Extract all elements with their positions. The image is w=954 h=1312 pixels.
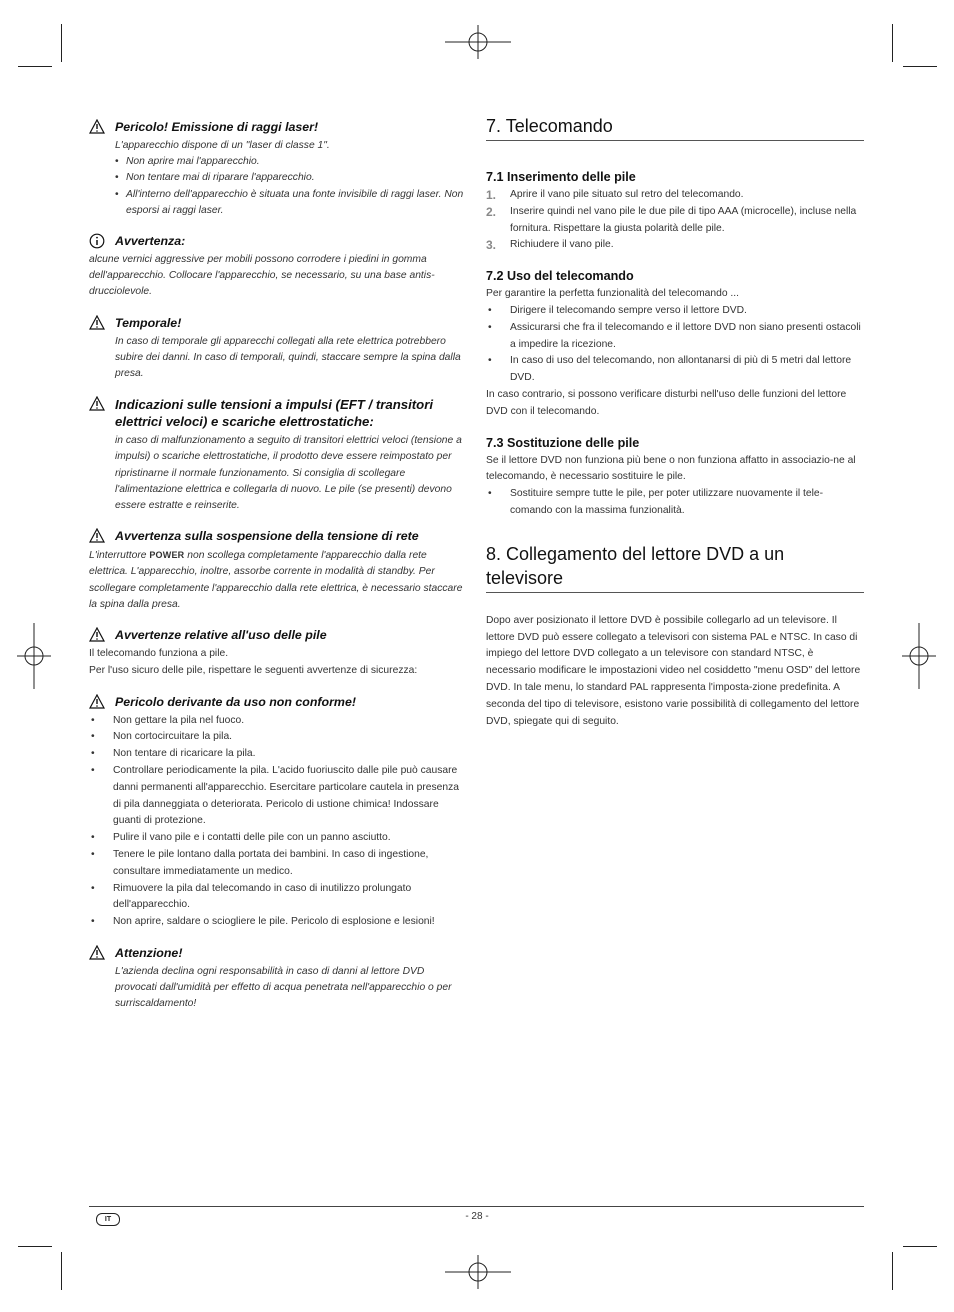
step-number: 3. (486, 238, 497, 253)
temporale-section (89, 315, 464, 383)
right-column (486, 114, 864, 730)
list-item: • Non aprire mai l'apparecchio. (115, 154, 464, 170)
laser-warning-section (89, 119, 464, 219)
list-item: • Non cortocircuitare la pila. (89, 729, 464, 746)
eft-text: in caso di malfunzionamento a seguito di transitori elettrici veloci (tensione a impulsi) o scariche elettrostatiche, il prodotto deve essere reimpostato per ripristinarne il normale funzionamento. Si consiglia di scollegare l'alimentazione elettrica e collegarla di nuovo. Le pile (se presenti) devono essere estratte e reinserite. (115, 435, 462, 512)
registration-mark-top (445, 25, 511, 59)
list-item: • Non aprire, saldare o sciogliere le pile. Pericolo di esplosione e lesioni! (89, 914, 464, 931)
warning-triangle-icon (89, 119, 115, 135)
registration-mark-bottom (445, 1255, 511, 1289)
section-7-3 (486, 435, 864, 520)
attenzione-text: L'azienda declina ogni responsabilità in caso di danni al lettore DVD provocati dall'umidità per effetto di acqua penetrata nell'apparecchio o per surriscaldamento! (115, 966, 452, 1010)
uso-non-conforme-title: Pericolo derivante da uso non conforme! (115, 694, 356, 709)
list-item: 2. Inserire quindi nel vano pile le due pile di tipo AAA (microcelle), incluse nella fornitura. Rispettare la giusta polarità delle pile. (486, 204, 864, 238)
step-number: 1. (486, 188, 497, 202)
warning-triangle-icon (89, 627, 115, 643)
list-item: • Non gettare la pila nel fuoco. (89, 713, 464, 730)
list-item: • Assicurarsi che fra il telecomando e il lettore DVD non siano presenti ostacoli a impedire la ricezione. (486, 320, 864, 354)
page-number: - 28 - (465, 1211, 489, 1222)
list-item: 3. Richiudere il vano pile. (486, 238, 614, 253)
footer-rule (89, 1206, 864, 1207)
list-item: • Sostituire sempre tutte le pile, per poter utilizzare nuovamente il tele-comando con la massima funzionalità. (486, 486, 864, 520)
eft-title: Indicazioni sulle tensioni a impulsi (EFT / transitori elettrici veloci) e scariche elettrostatiche: (115, 397, 434, 430)
pile-line-2: Per l'uso sicuro delle pile, rispettare le seguenti avvertenze di sicurezza: (89, 664, 418, 676)
registration-mark-right (902, 623, 936, 689)
paragraph: In caso contrario, si possono verificare disturbi nell'uso delle funzioni del lettore DVD con il telecomando. (486, 388, 847, 417)
list-item: • In caso di uso del telecomando, non allontanarsi di più di 5 metri dal lettore DVD. (486, 353, 864, 387)
step-number: 2. (486, 204, 497, 219)
power-label: POWER (149, 550, 185, 561)
laser-warning-title: Pericolo! Emissione di raggi laser! (115, 120, 319, 134)
uso-non-conforme-section (89, 694, 464, 931)
list-item: • Dirigere il telecomando sempre verso il lettore DVD. (486, 303, 864, 320)
crop-mark (61, 1252, 62, 1290)
warning-triangle-icon (89, 945, 115, 961)
warning-triangle-icon (89, 528, 115, 544)
sospensione-section (89, 528, 464, 613)
subsection-title: 7.3 Sostituzione delle pile (486, 435, 640, 450)
section-title-collegamento: 8. Collegamento del lettore DVD a un televisore (486, 542, 864, 593)
temporale-title: Temporale! (115, 315, 182, 330)
subsection-title: 7.2 Uso del telecomando (486, 269, 634, 284)
list-item: • Rimuovere la pila dal telecomando in caso di inutilizzo prolungato dell'apparecchio. (89, 881, 464, 915)
avvertenza-text: alcune vernici aggressive per mobili possono corrodere i piedini in gomma dell'apparecchio. Collocare l'apparecchio, se necessario, su una base antis-drucciolevole. (89, 254, 435, 298)
list-item: • Non tentare mai di riparare l'apparecchio. (115, 170, 464, 186)
eft-section (89, 396, 464, 514)
list-item: • Non tentare di ricaricare la pila. (89, 746, 464, 763)
temporale-text: In caso di temporale gli apparecchi collegati alla rete elettrica potrebbero subire dei danni. In caso di temporali, quindi, staccare sempre la spina dalla presa. (115, 335, 461, 380)
pile-section (89, 627, 464, 680)
left-column (89, 119, 464, 1027)
section-7-1 (486, 169, 864, 254)
sospensione-title: Avvertenza sulla sospensione della tensione di rete (115, 529, 419, 544)
avvertenza-title: Avvertenza: (115, 234, 186, 249)
language-badge: IT (96, 1213, 120, 1226)
warning-triangle-icon (89, 694, 115, 710)
registration-mark-left (17, 623, 51, 689)
sospensione-text: L'interruttore POWER non scollega completamente l'apparecchio dalla rete elettrica. L'apparecchio, inoltre, assorbe corrente in modalità di standby. Per scollegare completamente l'apparecchio dalla rete elettrica, è necessario staccare la spina dalla presa. (89, 550, 463, 610)
laser-intro: L'apparecchio dispone di un "laser di classe 1". (115, 140, 330, 151)
section-7-2 (486, 268, 864, 420)
list-item: • Tenere le pile lontano dalla portata dei bambini. In caso di ingestione, consultare immediatamente un medico. (89, 847, 464, 881)
info-circle-icon (89, 233, 115, 249)
crop-mark (61, 24, 62, 62)
warning-triangle-icon (89, 315, 115, 331)
attenzione-title: Attenzione! (115, 946, 183, 961)
attenzione-section (89, 945, 464, 1013)
warning-triangle-icon (89, 396, 115, 412)
paragraph: Dopo aver posizionato il lettore DVD è possibile collegarlo ad un televisore. Il lettore DVD può essere collegato a televisori con sistema PAL e NTSC. In caso di impiego del lettore DVD collegato a un televisore con standard NTSC, è necessario modificare le impostazioni video nel cosiddetto "menu OSD" del lettore DVD. In tale menu, lo standard PAL rappresenta l'imposta-zione predefinita. A seconda del tipo di televisore, esistono varie possibilità di collegamento del lettore DVD, spiegate qui di seguito. (486, 614, 861, 727)
list-item: 1. Aprire il vano pile situato sul retro del telecomando. (486, 188, 744, 202)
crop-mark (903, 66, 937, 67)
avvertenza-section (89, 233, 464, 301)
section-title-telecomando: 7. Telecomando (486, 114, 864, 141)
list-item: • Pulire il vano pile e i contatti delle pile con un panno asciutto. (89, 830, 464, 847)
crop-mark (18, 66, 52, 67)
list-item: • Controllare periodicamente la pila. L'acido fuoriuscito dalle pile può causare danni permanenti all'apparecchio. Esercitare particolare cautela in presenza di pila danneggiata o deteriorata. Pericolo di ustione chimica! Indossare guanti di protezione. (89, 763, 464, 830)
pile-title: Avvertenze relative all'uso delle pile (115, 628, 327, 643)
subsection-title: 7.1 Inserimento delle pile (486, 170, 636, 184)
list-item: • All'interno dell'apparecchio è situata una fonte invisibile di raggi laser. Non esporsi ai raggi laser. (115, 187, 464, 219)
paragraph: Per garantire la perfetta funzionalità del telecomando ... (486, 288, 739, 300)
crop-mark (892, 1252, 893, 1290)
pile-line-1: Il telecomando funziona a pile. (89, 648, 229, 660)
paragraph: Se il lettore DVD non funziona più bene o non funziona affatto in associazio-ne al telecomando, è necessario sostituire le pile. (486, 454, 856, 483)
crop-mark (892, 24, 893, 62)
crop-mark (903, 1246, 937, 1247)
crop-mark (18, 1246, 52, 1247)
